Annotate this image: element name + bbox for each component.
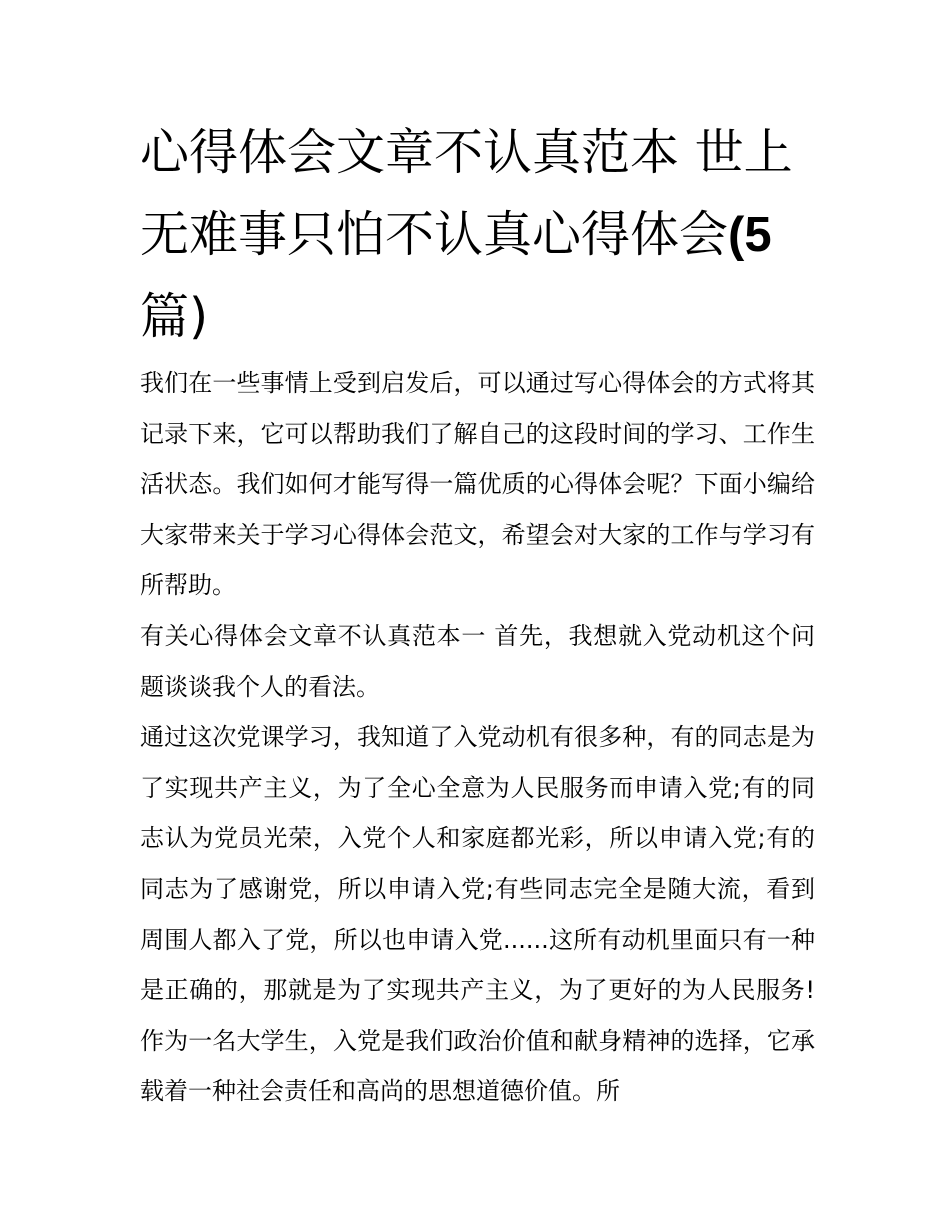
title-count-close: 篇) xyxy=(140,288,209,345)
title-text: 心得体会文章不认真范本 世上无难事只怕不认真心得体会 xyxy=(140,124,793,263)
intro-paragraph: 我们在一些事情上受到启发后，可以通过写心得体会的方式将其记录下来，它可以帮助我们了解自己的这段时间的学习、工作生活状态。我们如何才能写得一篇优质的心得体会呢？下面小编给大家带来关于学习心得体会范文，希望会对大家的工作与学习有所帮助。 xyxy=(140,369,815,600)
document-title xyxy=(140,112,820,358)
title-count-open: (5 xyxy=(728,208,772,262)
document-body xyxy=(140,358,815,1117)
section-heading-paragraph: 有关心得体会文章不认真范本一 首先，我想就入党动机这个问题谈谈我个人的看法。 xyxy=(140,621,815,701)
content-paragraph: 通过这次党课学习，我知道了入党动机有很多种，有的同志是为了实现共产主义，为了全心全意为人民服务而申请入党;有的同志认为党员光荣，入党个人和家庭都光彩，所以申请入党;有的同志为了感谢党，所以申请入党;有些同志完全是随大流，看到周围人都入了党，所以也申请入党......这所有动机里面只有一种是正确的，那就是为了实现共产主义，为了更好的为人民服务!作为一名大学生，入党是我们政治价值和献身精神的选择，它承载着一种社会责任和高尚的思想道德价值。所 xyxy=(140,723,815,1106)
